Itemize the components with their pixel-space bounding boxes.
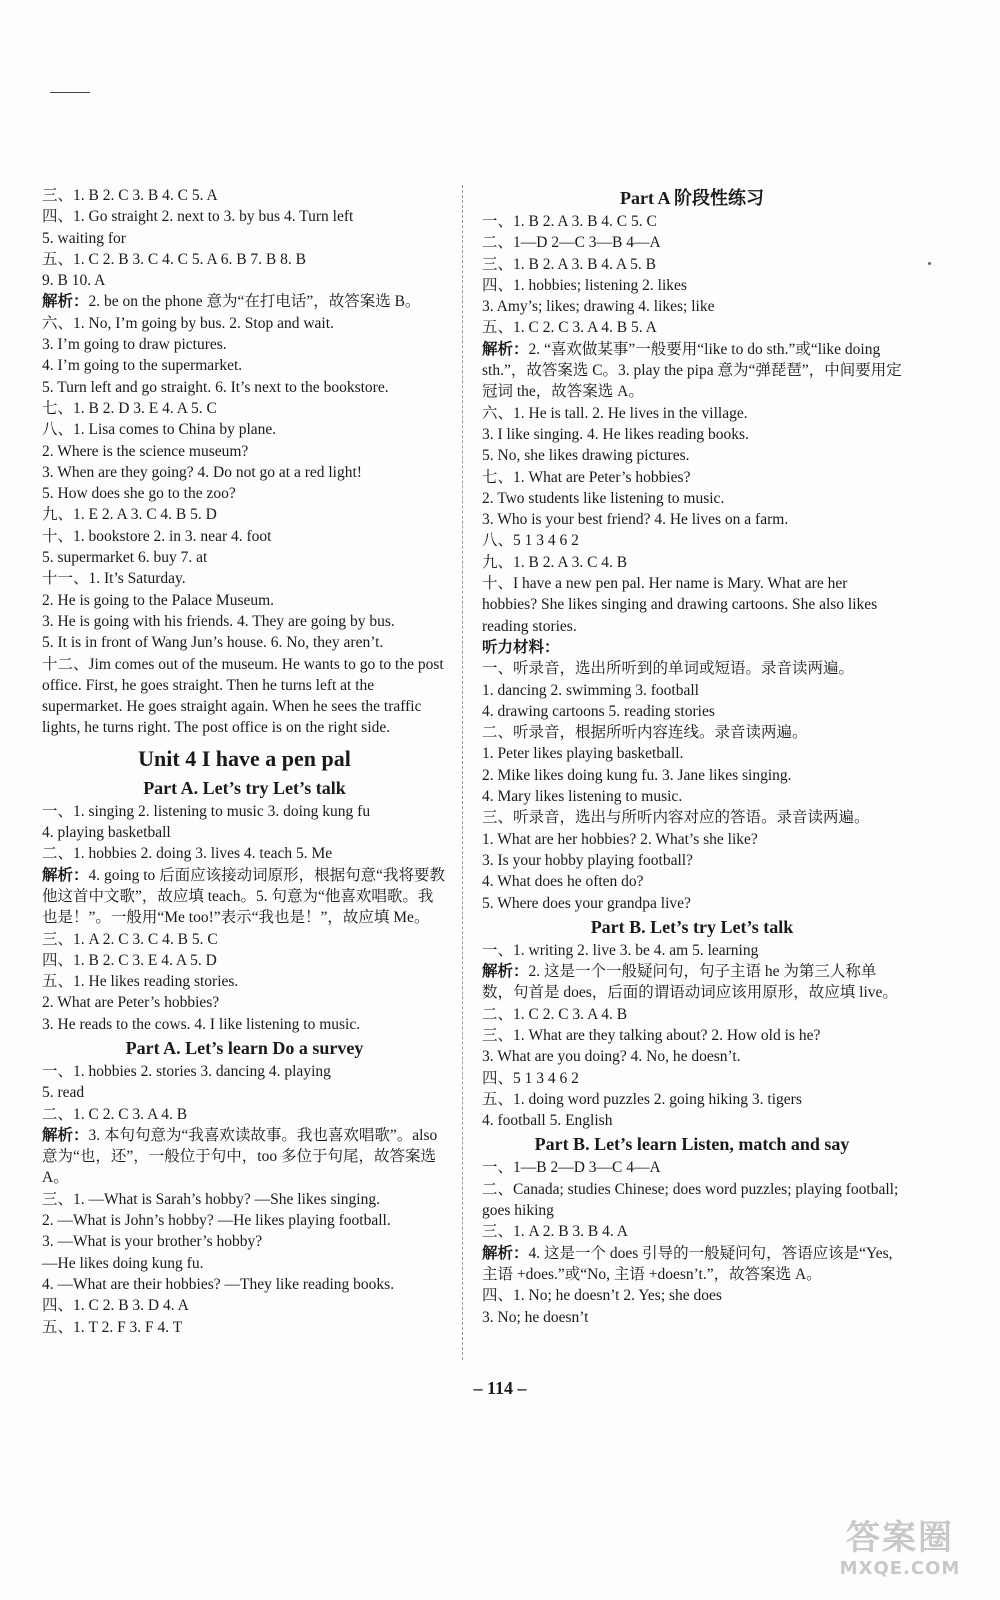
answer-line: 七、1. B 2. D 3. E 4. A 5. C: [42, 399, 217, 417]
analysis-text: 2. be on the phone 意为“在打电话”，故答案选 B。: [88, 293, 421, 311]
answer-line: 一、1. writing 2. live 3. be 4. am 5. learning: [482, 941, 759, 959]
right-column: [482, 185, 902, 1328]
analysis-label: 解析：: [42, 866, 89, 884]
analysis-text: 4. going to 后面应该接动词原形，根据句意“我将要教他这首中文歌”，故应填 teach。5. 句意为“他喜欢唱歌。我也是！”。一般用“Me too!”表示“我也是！”，故应填 Me。: [42, 866, 446, 927]
answer-paragraph: 二、Canada; studies Chinese; does word puzzles; playing football; goes hiking: [482, 1180, 899, 1220]
top-rule: [50, 92, 90, 93]
answer-line: 3. Is your hobby playing football?: [482, 851, 693, 869]
analysis-text: 2. 这是一个一般疑问句，句子主语 he 为第三人称单数，句首是 does，后面的谓语动词应该用原形，故应填 live。: [482, 963, 898, 1002]
analysis-label: 解析：: [42, 1126, 89, 1144]
answer-line: 一、听录音，选出所听到的单词或短语。录音读两遍。: [482, 660, 855, 678]
answer-line: 3. When are they going? 4. Do not go at a red light!: [42, 463, 362, 481]
answer-line: 四、1. hobbies; listening 2. likes: [482, 276, 687, 294]
answer-paragraph: 十二、Jim comes out of the museum. He wants to go to the post office. First, he goes straight. Then he turns left at the supermarket. He goes straight again. When he sees the traffic lights, he turns right. The post office is on the right side.: [42, 655, 444, 737]
analysis-note: [42, 1125, 447, 1189]
answer-line: 一、1. B 2. A 3. B 4. C 5. C: [482, 213, 657, 230]
answer-line: 六、1. He is tall. 2. He lives in the village.: [482, 404, 748, 422]
analysis-label: 解析：: [482, 1244, 529, 1262]
answer-line: 十、1. bookstore 2. in 3. near 4. foot: [42, 527, 272, 545]
section-label: 听力材料：: [482, 638, 560, 656]
analysis-note: [482, 339, 902, 403]
answer-line: 八、5 1 3 4 6 2: [482, 532, 579, 550]
answer-line: 5. It is in front of Wang Jun’s house. 6. No, they aren’t.: [42, 634, 384, 652]
analysis-text: 3. 本句句意为“我喜欢读故事。我也喜欢唱歌”。also 意为“也，还”，一般位于句中，too 多位于句尾，故答案选 A。: [42, 1126, 438, 1187]
section-title: Part A. Let’s try Let’s talk: [143, 777, 346, 798]
answer-line: 2. Two students like listening to music.: [482, 489, 725, 507]
answer-line: 5. Turn left and go straight. 6. It’s next to the bookstore.: [42, 378, 389, 396]
section-title: Part A 阶段性练习: [620, 188, 764, 208]
answer-line: 九、1. B 2. A 3. C 4. B: [482, 553, 628, 571]
answer-line: 3. I like singing. 4. He likes reading books.: [482, 425, 749, 443]
answer-line: 三、1. What are they talking about? 2. How old is he?: [482, 1026, 821, 1044]
answer-line: 四、5 1 3 4 6 2: [482, 1069, 579, 1087]
answer-line: 2. He is going to the Palace Museum.: [42, 591, 275, 609]
answer-line: 二、1—D 2—C 3—B 4—A: [482, 234, 661, 252]
answer-line: 七、1. What are Peter’s hobbies?: [482, 468, 691, 486]
analysis-text: 2. “喜欢做某事”一般要用“like to do sth.”或“like doing sth.”，故答案选 C。3. play the pipa 意为“弹琵琶”，中间要用定冠词 the，故答案选 A。: [482, 340, 902, 401]
answer-line: 三、1. A 2. C 3. C 4. B 5. C: [42, 930, 218, 948]
answer-line: 5. read: [42, 1084, 85, 1102]
answer-line: 4. —What are their hobbies? —They like reading books.: [42, 1275, 395, 1293]
watermark-logo: [820, 1518, 980, 1588]
analysis-note: [42, 291, 447, 312]
answer-line: 5. Where does your grandpa live?: [482, 894, 691, 912]
answer-line: 1. dancing 2. swimming 3. football: [482, 681, 699, 699]
answer-line: 五、1. C 2. B 3. C 4. C 5. A 6. B 7. B 8. B: [42, 250, 306, 268]
answer-line: 3. —What is your brother’s hobby?: [42, 1233, 263, 1251]
analysis-note: [42, 865, 447, 929]
answer-line: —He likes doing kung fu.: [42, 1254, 204, 1272]
answer-line: 4. What does he often do?: [482, 873, 644, 891]
answer-line: 二、1. C 2. C 3. A 4. B: [482, 1005, 628, 1023]
analysis-label: 解析：: [482, 963, 529, 981]
answer-line: 五、1. T 2. F 3. F 4. T: [42, 1318, 183, 1336]
answer-line: 三、1. —What is Sarah’s hobby? —She likes singing.: [42, 1190, 380, 1208]
answer-line: 三、听录音，选出与所听内容对应的答语。录音读两遍。: [482, 809, 870, 827]
analysis-note: [482, 1243, 902, 1286]
answer-line: 三、1. A 2. B 3. B 4. A: [482, 1223, 628, 1241]
answer-line: 3. Amy’s; likes; drawing 4. likes; like: [482, 298, 715, 316]
answer-line: 3. He is going with his friends. 4. They are going by bus.: [42, 612, 395, 630]
section-title: Part A. Let’s learn Do a survey: [125, 1037, 364, 1058]
answer-line: 2. —What is John’s hobby? —He likes playing football.: [42, 1212, 391, 1230]
analysis-label: 解析：: [42, 293, 89, 311]
answer-line: 2. Where is the science museum?: [42, 442, 249, 460]
answer-line: 八、1. Lisa comes to China by plane.: [42, 421, 277, 439]
answer-line: 9. B 10. A: [42, 272, 106, 290]
answer-line: 3. Who is your best friend? 4. He lives on a farm.: [482, 511, 789, 529]
answer-line: 九、1. E 2. A 3. C 4. B 5. D: [42, 506, 217, 524]
answer-line: 4. football 5. English: [482, 1112, 613, 1130]
answer-line: 四、1. No; he doesn’t 2. Yes; she does: [482, 1287, 722, 1305]
answer-line: 5. waiting for: [42, 229, 126, 247]
answer-line: 五、1. C 2. C 3. A 4. B 5. A: [482, 319, 657, 337]
answer-line: 一、1—B 2—D 3—C 4—A: [482, 1159, 661, 1177]
answer-line: 4. playing basketball: [42, 824, 171, 842]
answer-line: 3. He reads to the cows. 4. I like listening to music.: [42, 1015, 361, 1033]
analysis-label: 解析：: [482, 340, 529, 358]
answer-line: 1. Peter likes playing basketball.: [482, 745, 684, 763]
answer-line: 3. I’m going to draw pictures.: [42, 336, 227, 354]
answer-line: 5. No, she likes drawing pictures.: [482, 447, 690, 465]
answer-line: 六、1. No, I’m going by bus. 2. Stop and wait.: [42, 314, 334, 332]
answer-line: 四、1. Go straight 2. next to 3. by bus 4. Turn left: [42, 208, 354, 226]
answer-line: 二、1. hobbies 2. doing 3. lives 4. teach 5. Me: [42, 845, 333, 863]
analysis-text: 4. 这是一个 does 引导的一般疑问句，答语应该是“Yes, 主语 +does.”或“No, 主语 +doesn’t.”，故答案选 A。: [482, 1244, 893, 1283]
answer-line: 二、听录音，根据所听内容连线。录音读两遍。: [482, 724, 808, 742]
answer-line: 1. What are her hobbies? 2. What’s she like?: [482, 830, 758, 848]
answer-line: 5. How does she go to the zoo?: [42, 485, 236, 503]
answer-line: 3. What are you doing? 4. No, he doesn’t.: [482, 1048, 741, 1066]
section-title: Part B. Let’s try Let’s talk: [590, 916, 794, 937]
answer-line: 4. I’m going to the supermarket.: [42, 357, 243, 375]
speck: [928, 262, 931, 265]
answer-line: 三、1. B 2. A 3. B 4. A 5. B: [482, 255, 656, 273]
left-column: [42, 185, 447, 1338]
answer-line: 4. drawing cartoons 5. reading stories: [482, 702, 715, 720]
answer-line: 一、1. hobbies 2. stories 3. dancing 4. playing: [42, 1062, 331, 1080]
answer-line: 一、1. singing 2. listening to music 3. doing kung fu: [42, 802, 371, 820]
section-title: Part B. Let’s learn Listen, match and say: [534, 1134, 850, 1155]
answer-paragraph: 十、I have a new pen pal. Her name is Mary. What are her hobbies? She likes singing and drawing cartoons. She also likes reading stories.: [482, 575, 878, 635]
watermark-url: MXQE.COM: [839, 1558, 961, 1579]
answer-line: 4. Mary likes listening to music.: [482, 788, 683, 806]
answer-line: 四、1. B 2. C 3. E 4. A 5. D: [42, 951, 217, 969]
answer-line: 5. supermarket 6. buy 7. at: [42, 549, 208, 567]
answer-line: 五、1. He likes reading stories.: [42, 973, 239, 991]
answer-line: 二、1. C 2. C 3. A 4. B: [42, 1105, 188, 1123]
answer-line: 四、1. C 2. B 3. D 4. A: [42, 1297, 189, 1315]
answer-line: 2. What are Peter’s hobbies?: [42, 994, 220, 1012]
analysis-note: [482, 961, 902, 1004]
answer-line: 五、1. doing word puzzles 2. going hiking 3. tigers: [482, 1090, 802, 1108]
unit-title: Unit 4 I have a pen pal: [138, 745, 351, 771]
answer-line: 十一、1. It’s Saturday.: [42, 570, 186, 588]
answer-line: 三、1. B 2. C 3. B 4. C 5. A: [42, 187, 218, 204]
watermark-title: 答案圈: [846, 1518, 954, 1558]
column-divider: [462, 185, 463, 1360]
answer-line: 3. No; he doesn’t: [482, 1308, 589, 1326]
answer-line: 2. Mike likes doing kung fu. 3. Jane likes singing.: [482, 766, 792, 784]
page-number: – 114 –: [473, 1378, 527, 1398]
